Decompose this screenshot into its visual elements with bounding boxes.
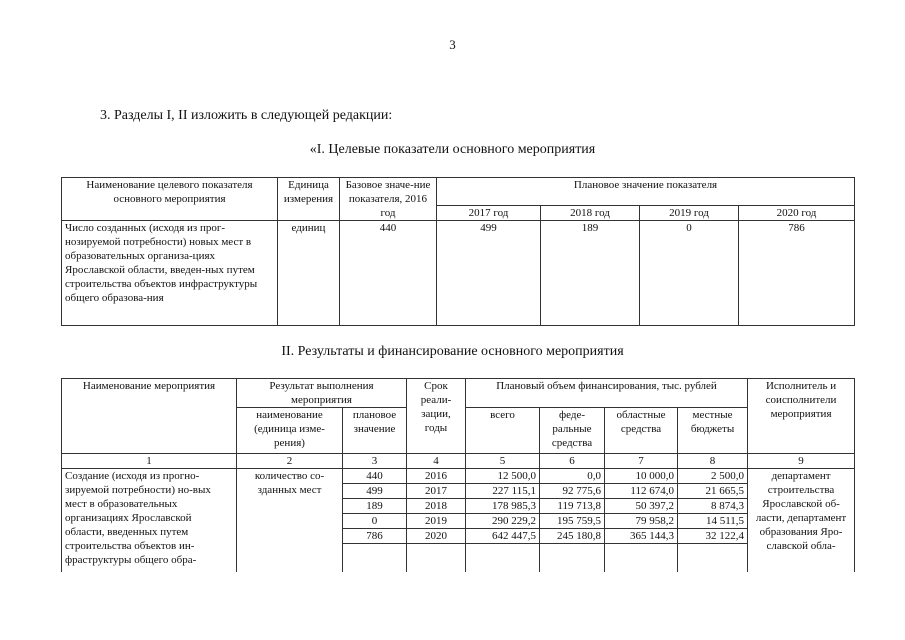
intro-text: 3. Разделы I, II изложить в следующей редакции: bbox=[100, 108, 393, 123]
indicator-value: 499 bbox=[437, 221, 541, 326]
regional-amount: 10 000,0 bbox=[605, 469, 678, 484]
result-value: 0 bbox=[343, 514, 407, 529]
header-result-name: наименование (единица изме-рения) bbox=[237, 408, 343, 454]
total-amount: 178 985,3 bbox=[466, 499, 540, 514]
column-number: 2 bbox=[237, 454, 343, 469]
column-number: 3 bbox=[343, 454, 407, 469]
period-year: 2018 bbox=[407, 499, 466, 514]
header-base-value: Базовое значе-ние показателя, 2016 год bbox=[340, 178, 437, 221]
total-amount: 227 115,1 bbox=[466, 484, 540, 499]
indicator-value: 189 bbox=[541, 221, 640, 326]
table2-title: II. Результаты и финансирование основного мероприятия bbox=[281, 344, 624, 359]
column-number: 1 bbox=[62, 454, 237, 469]
header-year: 2019 год bbox=[640, 205, 739, 220]
executor: департамент строительства Ярославской об-ласти, департамент образования Яро-славской обла- bbox=[748, 469, 855, 572]
empty-cell bbox=[466, 544, 540, 572]
table1-title: «I. Целевые показатели основного мероприятия bbox=[309, 142, 596, 157]
federal-amount: 119 713,8 bbox=[540, 499, 605, 514]
header-period: Срок реали-зации, годы bbox=[407, 379, 466, 454]
result-value: 189 bbox=[343, 499, 407, 514]
federal-amount: 92 775,6 bbox=[540, 484, 605, 499]
indicator-unit: единиц bbox=[278, 221, 340, 326]
federal-amount: 195 759,5 bbox=[540, 514, 605, 529]
column-numbers-row bbox=[62, 454, 855, 469]
period-year: 2017 bbox=[407, 484, 466, 499]
local-amount: 32 122,4 bbox=[678, 529, 748, 544]
local-amount: 8 874,3 bbox=[678, 499, 748, 514]
header-funding: Плановый объем финансирования, тыс. рублей bbox=[466, 379, 748, 408]
result-value: 499 bbox=[343, 484, 407, 499]
empty-cell bbox=[678, 544, 748, 572]
result-value: 440 bbox=[343, 469, 407, 484]
column-number: 5 bbox=[466, 454, 540, 469]
total-amount: 290 229,2 bbox=[466, 514, 540, 529]
activity-name: Создание (исходя из прогно-зируемой потребности) но-вых мест в образовательных организациях Ярославской области, введенных путем строительства объектов ин-фраструктуры общего обра- bbox=[62, 469, 237, 572]
column-number: 9 bbox=[748, 454, 855, 469]
column-number: 4 bbox=[407, 454, 466, 469]
empty-cell bbox=[343, 544, 407, 572]
header-year: 2018 год bbox=[541, 205, 640, 220]
result-name: количество со-зданных мест bbox=[237, 469, 343, 572]
header-activity: Наименование мероприятия bbox=[62, 379, 237, 454]
results-financing-table bbox=[61, 378, 855, 572]
indicator-name: Число созданных (исходя из прог-нозируемой потребности) новых мест в образовательных организа-циях Ярославской области, введен-ных путем строительства объектов инфраструктуры общего образова-ния bbox=[62, 221, 278, 326]
empty-cell bbox=[407, 544, 466, 572]
indicator-value: 0 bbox=[640, 221, 739, 326]
local-amount: 21 665,5 bbox=[678, 484, 748, 499]
regional-amount: 365 144,3 bbox=[605, 529, 678, 544]
header-total: всего bbox=[466, 408, 540, 454]
result-value: 786 bbox=[343, 529, 407, 544]
header-result: Результат выполнения мероприятия bbox=[237, 379, 407, 408]
header-regional: областные средства bbox=[605, 408, 678, 454]
header-local: местные бюджеты bbox=[678, 408, 748, 454]
indicator-base: 440 bbox=[340, 221, 437, 326]
header-year: 2020 год bbox=[739, 205, 855, 220]
empty-cell bbox=[540, 544, 605, 572]
period-year: 2019 bbox=[407, 514, 466, 529]
regional-amount: 112 674,0 bbox=[605, 484, 678, 499]
period-year: 2016 bbox=[407, 469, 466, 484]
column-number: 7 bbox=[605, 454, 678, 469]
regional-amount: 50 397,2 bbox=[605, 499, 678, 514]
column-number: 8 bbox=[678, 454, 748, 469]
table-row bbox=[62, 469, 855, 484]
empty-cell bbox=[605, 544, 678, 572]
regional-amount: 79 958,2 bbox=[605, 514, 678, 529]
period-year: 2020 bbox=[407, 529, 466, 544]
header-indicator-name: Наименование целевого показателя основного мероприятия bbox=[62, 178, 278, 221]
header-planned-value: Плановое значение показателя bbox=[437, 178, 855, 206]
federal-amount: 0,0 bbox=[540, 469, 605, 484]
header-unit: Единица измерения bbox=[278, 178, 340, 221]
total-amount: 12 500,0 bbox=[466, 469, 540, 484]
target-indicators-table bbox=[61, 177, 855, 326]
total-amount: 642 447,5 bbox=[466, 529, 540, 544]
header-federal: феде-ральные средства bbox=[540, 408, 605, 454]
header-result-value: плановое значение bbox=[343, 408, 407, 454]
local-amount: 2 500,0 bbox=[678, 469, 748, 484]
table-row bbox=[62, 221, 855, 326]
page-number: 3 bbox=[449, 37, 456, 52]
indicator-value: 786 bbox=[739, 221, 855, 326]
header-year: 2017 год bbox=[437, 205, 541, 220]
local-amount: 14 511,5 bbox=[678, 514, 748, 529]
header-executor: Исполнитель и соисполнители мероприятия bbox=[748, 379, 855, 454]
federal-amount: 245 180,8 bbox=[540, 529, 605, 544]
column-number: 6 bbox=[540, 454, 605, 469]
